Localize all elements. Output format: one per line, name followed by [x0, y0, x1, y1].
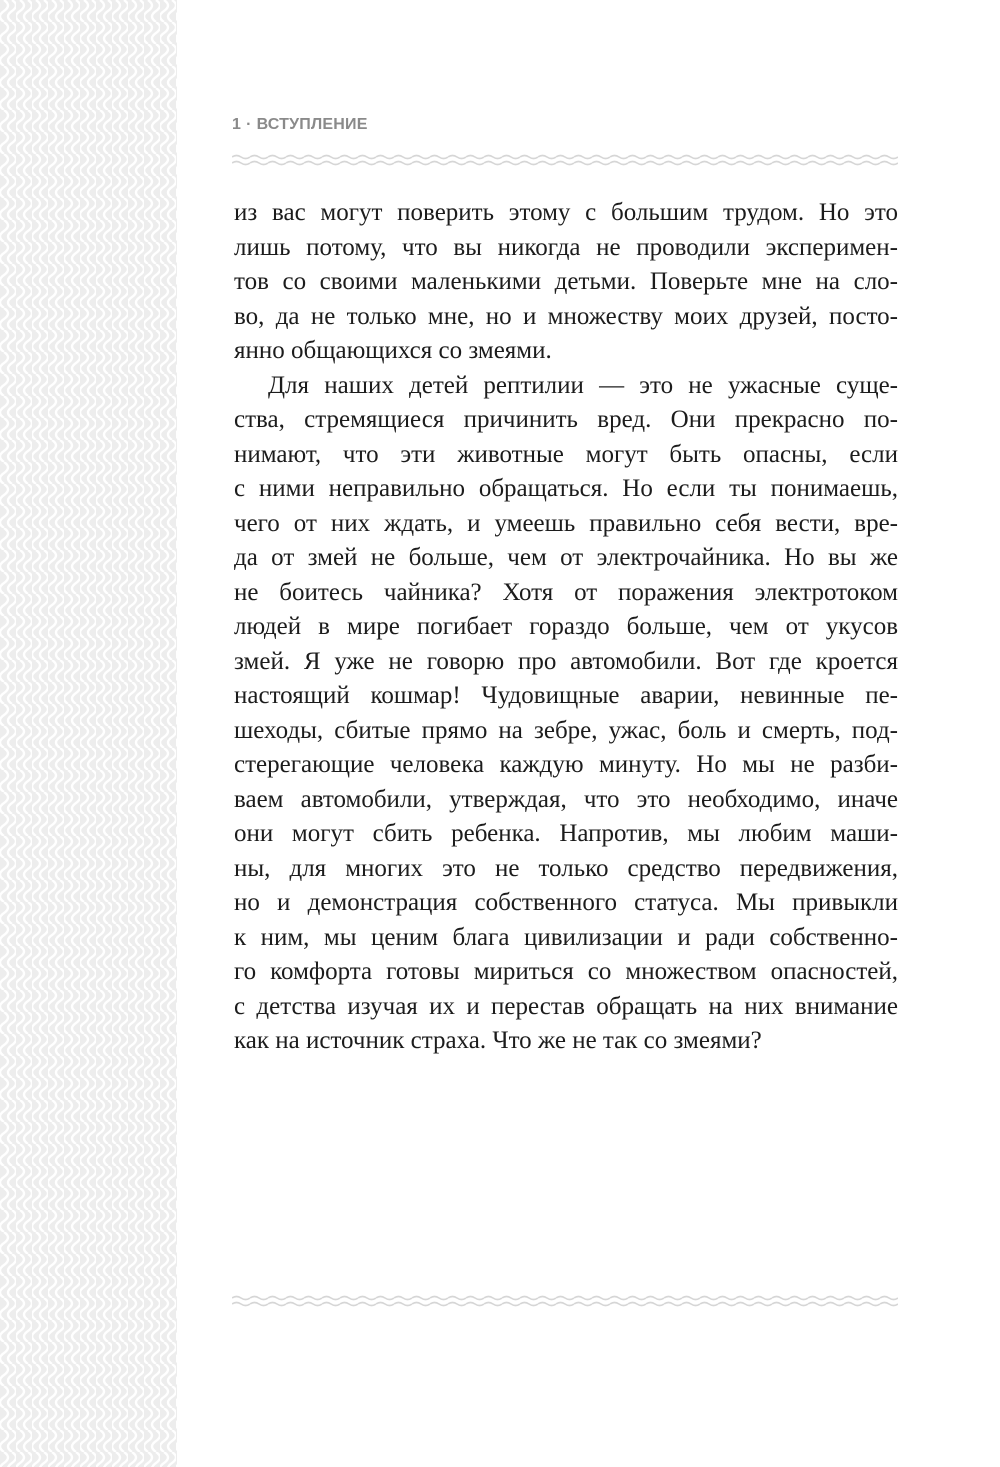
text-line: к ним, мы ценим блага цивилизации и ради собственно- [234, 923, 898, 951]
wave-divider-icon [232, 154, 898, 166]
body-text [234, 196, 898, 1059]
text-line: людей в мире погибает гораздо больше, чем от укусов [234, 613, 898, 640]
bottom-wave-rule [232, 1295, 898, 1307]
text-line: шеходы, сбитые прямо на зебре, ужас, боль и смерть, под- [234, 716, 898, 744]
text-line: из вас могут поверить этому с большим трудом. Но это [234, 199, 898, 226]
wave-divider-icon [232, 1295, 898, 1307]
text-line: как на источник страха. Что же не так со змеями? [234, 1027, 762, 1054]
chapter-number: 1 [232, 116, 242, 133]
text-line: настоящий кошмар! Чудовищные аварии, невинные пе- [234, 682, 898, 709]
text-line: змей. Я уже не говорю про автомобили. Вот где кроется [234, 647, 898, 675]
text-line: ства, стремящиеся причинить вред. Они прекрасно по- [234, 406, 898, 433]
text-line: го комфорта готовы мириться со множеством опасностей, [234, 958, 898, 985]
paragraph [234, 369, 898, 1059]
text-line: нимают, что эти животные могут быть опасны, если [234, 440, 898, 468]
separator-dot: · [246, 116, 252, 133]
text-line: с ними неправильно обращаться. Но если ты понимаешь, [234, 475, 898, 502]
text-line: но и демонстрация собственного статуса. Мы привыкли [234, 889, 898, 916]
text-line: они могут сбить ребенка. Напротив, мы любим маши- [234, 820, 898, 847]
wave-pattern-icon [0, 0, 177, 1467]
decorative-side-band [0, 0, 177, 1467]
text-line: тов со своими маленькими детьми. Поверьте мне на сло- [234, 268, 898, 295]
text-line: с детства изучая их и перестав обращать на них внимание [234, 992, 898, 1020]
text-line: Для наших детей рептилии — это не ужасные суще- [268, 371, 898, 399]
text-line: янно общающихся со змеями. [234, 337, 552, 364]
text-line: чего от них ждать, и умеешь правильно себя вести, вре- [234, 509, 898, 537]
text-line: во, да не только мне, но и множеству моих друзей, посто- [234, 302, 898, 330]
text-line: ваем автомобили, утверждая, что это необходимо, иначе [234, 785, 898, 813]
chapter-title: ВСТУПЛЕНИЕ [256, 116, 368, 133]
text-line: да от змей не больше, чем от электрочайника. Но вы же [234, 544, 898, 571]
running-head [232, 116, 368, 134]
text-line: ны, для многих это не только средство передвижения, [234, 854, 898, 882]
paragraph [234, 196, 898, 369]
text-line: стерегающие человека каждую минуту. Но мы не разби- [234, 751, 898, 778]
text-line: лишь потому, что вы никогда не проводили эксперимен- [234, 233, 898, 261]
text-line: не боитесь чайника? Хотя от поражения электротоком [234, 578, 898, 606]
top-wave-rule [232, 154, 898, 166]
